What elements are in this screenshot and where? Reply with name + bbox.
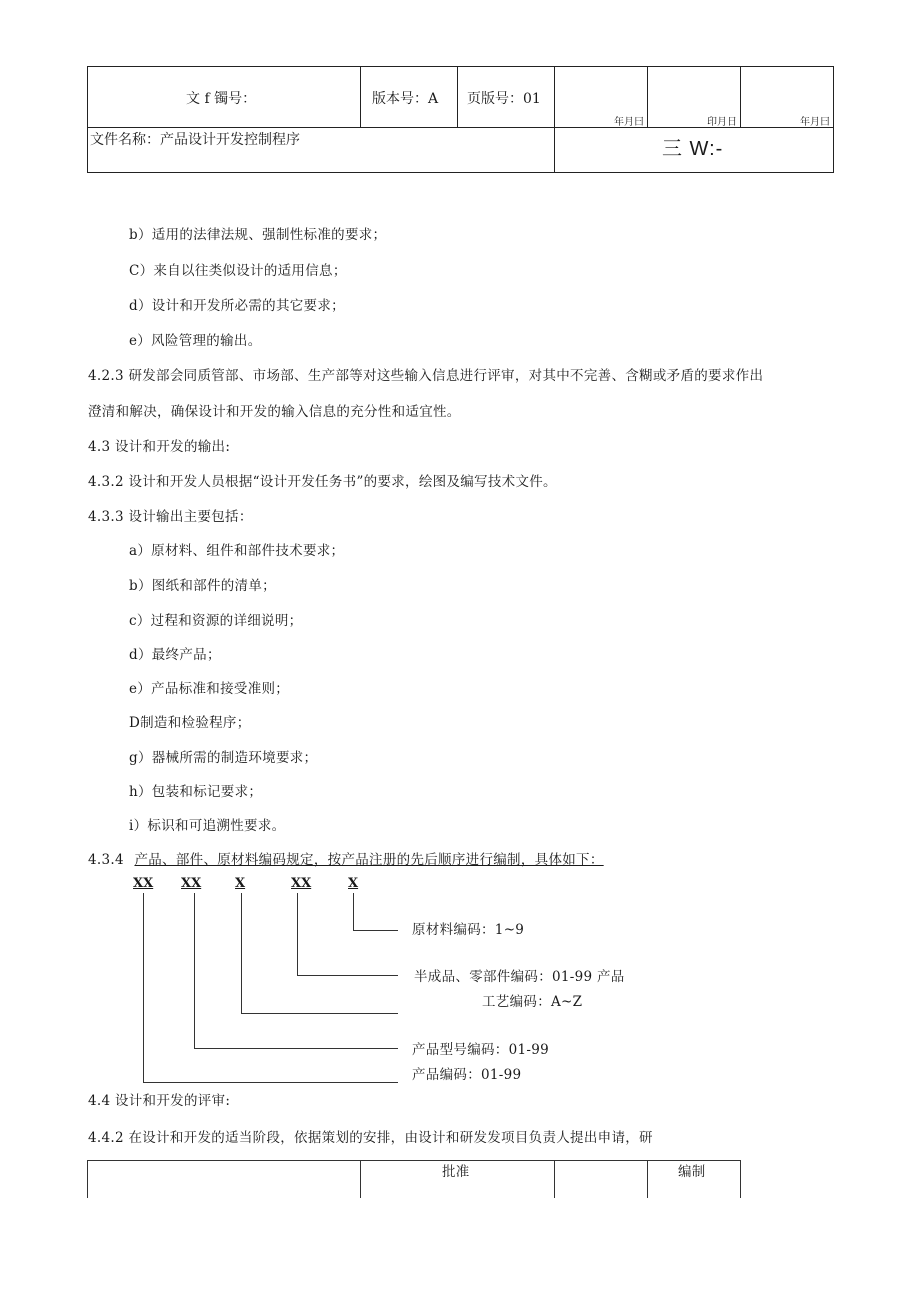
list-item: b）图纸和部件的清单； [129, 578, 276, 594]
list-item: g）器械所需的制造环境要求； [129, 750, 318, 766]
list-item: D制造和检验程序； [129, 715, 251, 731]
signature-table-top-border [87, 1160, 740, 1161]
item-e-input: e）风险管理的输出。 [129, 333, 262, 349]
signature-table-divider [740, 1160, 741, 1198]
code-product: XX [133, 876, 154, 891]
code-semi: XX [291, 876, 312, 891]
approve-label: 批准 [442, 1164, 470, 1180]
connector-semi-horizontal [297, 975, 398, 976]
list-item: d）最终产品； [129, 647, 221, 663]
section-4-3-4 [88, 851, 604, 869]
label-semi-product-code: 半成品、零部件编码：01-99 产品 [414, 969, 625, 985]
section-4-3-2: 4.3.2 设计和开发人员根据“设计开发任务书”的要求，绘图及编写技术文件。 [88, 474, 557, 490]
signature-table-divider [360, 1160, 361, 1198]
signature-table-divider [554, 1160, 555, 1198]
list-item: a）原材料、组件和部件技术要求； [129, 543, 345, 559]
section-4-3-3: 4.3.3 设计输出主要包括： [88, 509, 253, 525]
date-3: 年月曰 [800, 117, 830, 128]
label-product-code: 产品编码：01-99 [412, 1067, 522, 1083]
item-c-input: C）来自以往类似设计的适用信息； [129, 263, 347, 279]
file-name: 文件名称：产品设计开发控制程序 [90, 132, 300, 148]
date-1: 年月曰 [614, 117, 644, 128]
code-raw: X [348, 876, 359, 891]
label-raw-material-code: 原材料编码：1~9 [412, 922, 525, 938]
section-4-4: 4.4 设计和开发的评审: [88, 1093, 231, 1109]
prepare-label: 编制 [678, 1164, 706, 1180]
connector-semi-vertical [297, 893, 298, 975]
code-process: X [235, 876, 246, 891]
section-4-2-3-cont: 澄清和解决，确保设计和开发的输入信息的充分性和适宜性。 [88, 404, 461, 420]
list-item: c）过程和资源的详细说明； [129, 613, 303, 629]
section-4-3: 4.3 设计和开发的输出: [88, 439, 231, 455]
label-process-code: 工艺编码：A~Z [482, 994, 583, 1010]
section-4-4-2: 4.4.2 在设计和开发的适当阶段，依据策划的安排，由设计和研发发项目负责人提出申请，研 [88, 1130, 653, 1146]
item-b-input: b）适用的法律法规、强制性标准的要求； [129, 227, 387, 243]
page-label: 页版号：01 [467, 91, 541, 107]
date-2: 印月日 [707, 117, 737, 128]
connector-product-horizontal [143, 1082, 398, 1083]
version-label: 版本号：A [372, 91, 439, 107]
connector-model-vertical [194, 893, 195, 1048]
connector-raw-vertical [353, 893, 354, 930]
doc-no-label: 文 f 镯号： [186, 91, 257, 107]
list-item: i）标识和可追溯性要求。 [129, 818, 286, 834]
connector-process-horizontal [241, 1013, 398, 1014]
connector-model-horizontal [194, 1048, 398, 1049]
connector-process-vertical [241, 893, 242, 1013]
item-d-input: d）设计和开发所必需的其它要求； [129, 298, 345, 314]
section-4-3-4-number: 4.3.4 [88, 852, 124, 868]
section-4-2-3: 4.2.3 研发部会同质管部、市场部、生产部等对这些输入信息进行评审，对其中不完善、含糊或矛盾的要求作出 [88, 368, 764, 384]
connector-product-vertical [143, 893, 144, 1082]
code-model: XX [181, 876, 202, 891]
connector-raw-horizontal [353, 930, 398, 931]
section-4-3-4-text: 产品、部件、原材料编码规定，按产品注册的先后顺序进行编制，具体如下： [134, 852, 604, 868]
signature-table-divider [647, 1160, 648, 1198]
list-item: e）产品标准和接受准则； [129, 681, 290, 697]
stamp-text: 三 W:- [662, 138, 724, 160]
label-model-code: 产品型号编码：01-99 [412, 1042, 550, 1058]
list-item: h）包装和标记要求； [129, 784, 263, 800]
signature-table-divider [87, 1160, 88, 1198]
